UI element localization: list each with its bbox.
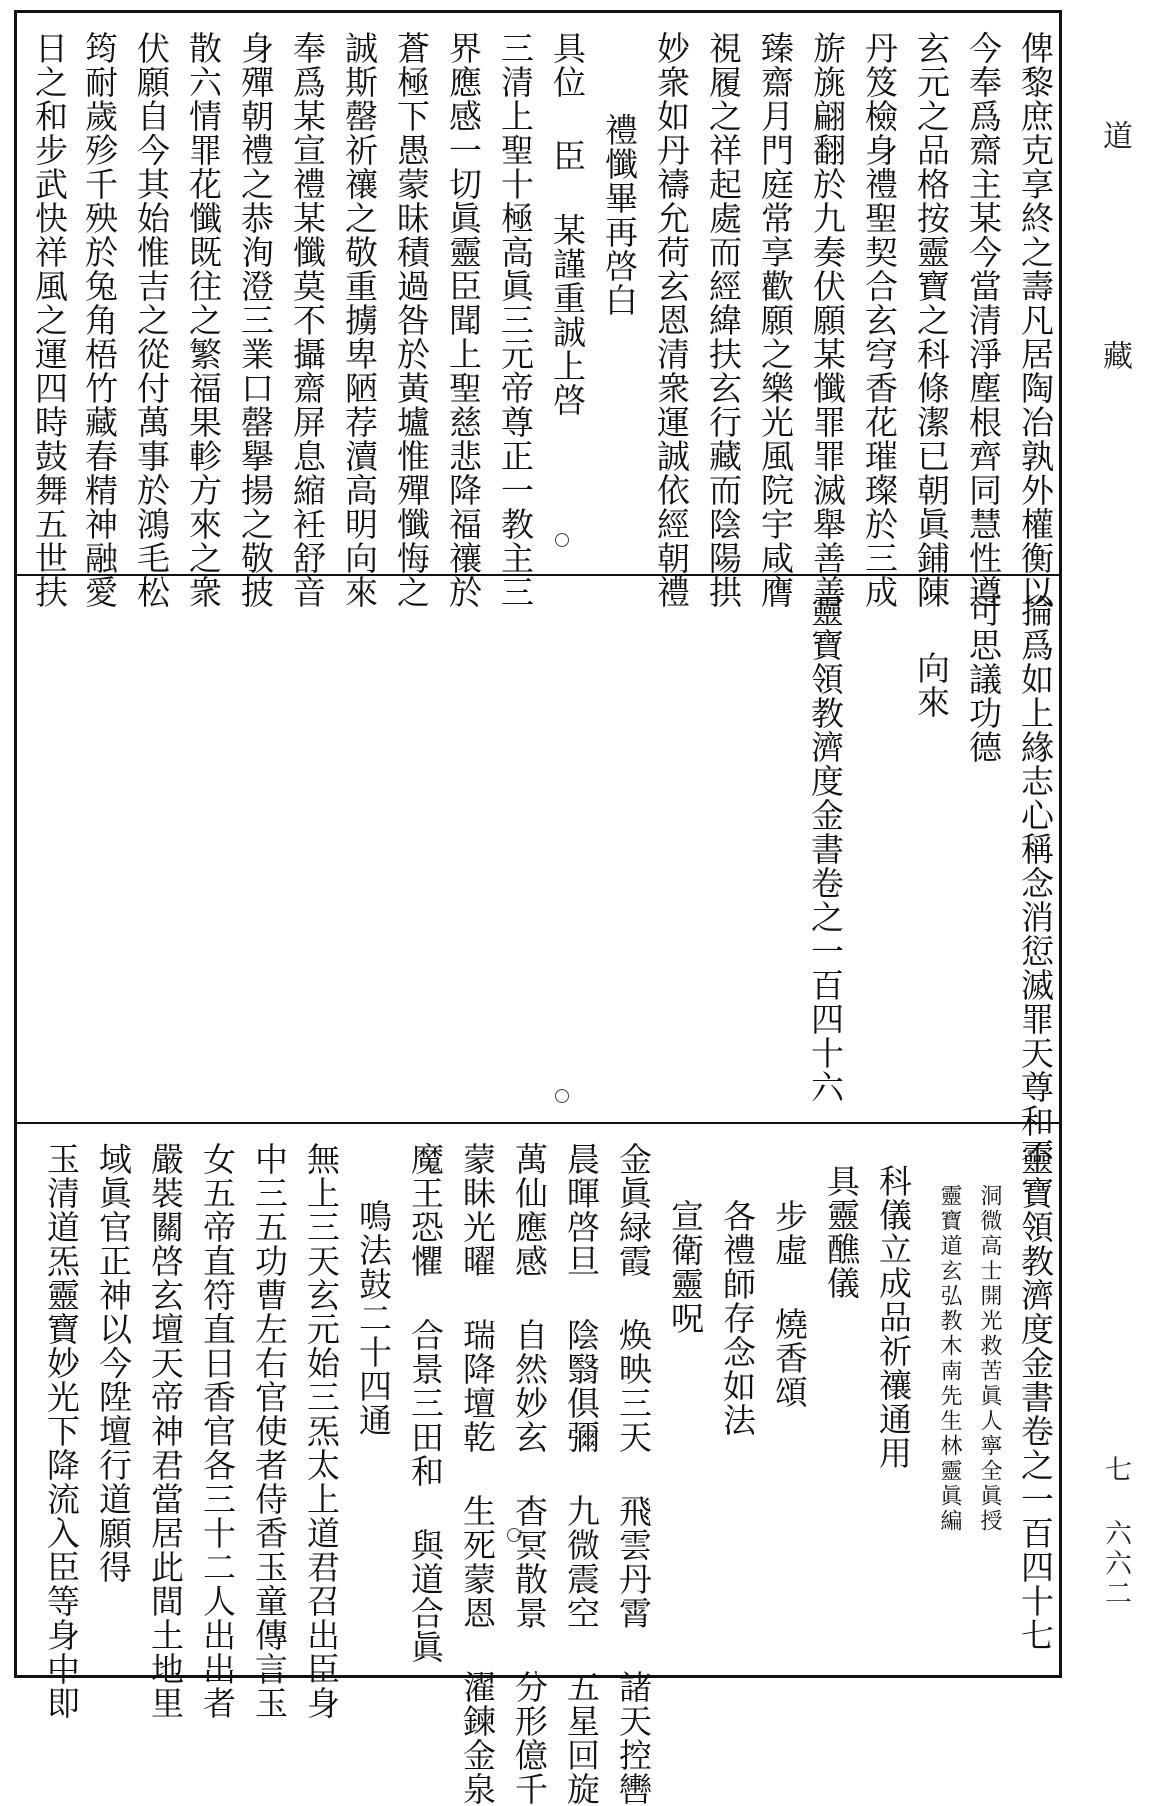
page-frame — [14, 10, 1062, 1806]
text-column: 科儀立成品祈禳通用 — [874, 1164, 913, 1470]
text-column: 無上三天玄元始三炁太上道君召出臣身 — [302, 1142, 341, 1720]
margin-mid-char: 藏 — [1097, 340, 1132, 370]
top-panel — [17, 13, 1059, 609]
punctuation-circle-mark — [507, 1528, 521, 1542]
text-column: 三清上聖十極高眞三元帝尊正一教主三 — [496, 31, 535, 609]
text-column: 具靈醮儀 — [822, 1164, 861, 1300]
text-column: 魔王恐懼 合景三田和 與道合眞 — [406, 1142, 445, 1664]
text-column: 靈寶領教濟度金書卷之一百四十六 — [806, 594, 845, 1104]
text-column: 具位 臣 某謹重誠上啓 — [548, 31, 587, 417]
text-column: 誠斯罄祈禳之敬重擄卑陋荐瀆高明向來 — [340, 31, 379, 609]
middle-panel — [17, 576, 1059, 1172]
margin-top-char: 道 — [1097, 120, 1132, 150]
text-column: 臻齋月門庭常享歡願之樂光風院宇咸膺 — [756, 31, 795, 609]
page-number: 七 六六二 — [1100, 1455, 1131, 1609]
text-column: 向來 — [912, 651, 951, 719]
text-column: 蒙眛光曜 瑞降壇乾 生死蒙恩 濯鍊金泉 — [458, 1142, 497, 1806]
text-column: 身殫朝禮之恭洵澄三業口罄擧揚之敬披 — [236, 31, 275, 609]
text-column: 步虛 燒香頌 — [770, 1199, 809, 1409]
text-column: 金眞緑霞 焕映三天 飛雲丹霄 諸天控轡 — [614, 1142, 653, 1806]
text-column: 筠耐歲殄千殃於兔角梧竹藏春精神融愛 — [80, 31, 119, 609]
punctuation-circle-mark — [555, 533, 569, 547]
text-column: 禮懺畢再啓白 — [600, 113, 639, 317]
text-column: 嚴裝關啓玄壇天帝神君當居此間土地里 — [146, 1142, 185, 1720]
text-column: 可思議功德 — [964, 594, 1003, 764]
text-column: 鳴法鼓二十四通 — [354, 1199, 393, 1437]
text-column: 掄爲如上緣志心稱念消愆滅罪天尊和不 — [1016, 594, 1055, 1172]
text-column: 玄元之品格按靈寶之科條潔已朝眞鋪陳 — [912, 31, 951, 609]
text-column: 妙衆如丹禱允荷玄恩清衆運誠依經朝禮 — [652, 31, 691, 609]
text-column: 各禮師存念如法 — [718, 1199, 757, 1437]
text-column: 域眞官正神以今陞壇行道願得 — [94, 1142, 133, 1584]
text-column: 玉清道炁靈寶妙光下降流入臣等身中即 — [42, 1142, 81, 1720]
text-column: 靈寶領教濟度金書卷之一百四十七 — [1016, 1142, 1055, 1652]
bottom-panel — [17, 1124, 1059, 1806]
text-column: 今奉爲齋主某今當清淨塵根齊同慧性遵 — [964, 31, 1003, 609]
text-column: 萬仙應感 自然妙玄 杳冥散景 分形億千 — [510, 1142, 549, 1806]
text-column: 晨暉啓旦 陰翳俱彌 九微震空 五星回旋 — [562, 1142, 601, 1806]
text-column: 旂旐翩翻於九奏伏願某懺罪罪滅舉善善 — [808, 31, 847, 609]
text-column: 伏願自今其始惟吉之從付萬事於鴻毛松 — [132, 31, 171, 609]
text-column: 洞微高士開光救苦眞人寧全眞授 — [977, 1184, 1002, 1534]
text-column: 宣衛靈呪 — [666, 1199, 705, 1335]
text-column: 丹笈檢身禮聖契合玄穹香花璀璨於三成 — [860, 31, 899, 609]
text-column: 俾黎庶克享終之壽凡居陶冶孰外權衡以 — [1016, 31, 1055, 609]
punctuation-circle-mark — [555, 1089, 569, 1103]
text-column: 視履之祥起處而經緯扶玄行藏而陰陽拱 — [704, 31, 743, 609]
text-column: 中三五功曹左右官使者侍香玉童傳言玉 — [250, 1142, 289, 1720]
text-column: 女五帝直符直日香官各三十二人出出者 — [198, 1142, 237, 1720]
text-column: 界應感一切眞靈臣聞上聖慈悲降福禳於 — [444, 31, 483, 609]
text-column: 蒼極下愚蒙昧積過咎於黃壚惟殫懺悔之 — [392, 31, 431, 609]
text-column: 靈寶道玄弘教木南先生林靈眞編 — [937, 1184, 962, 1534]
text-column: 散六情罪花懺既往之繁福果軫方來之衆 — [184, 31, 223, 609]
text-column: 奉爲某宣禮某懺莫不攝齋屏息縮衽舒音 — [288, 31, 327, 609]
text-column: 日之和步武快祥風之運四時鼓舞五世扶 — [30, 31, 69, 609]
